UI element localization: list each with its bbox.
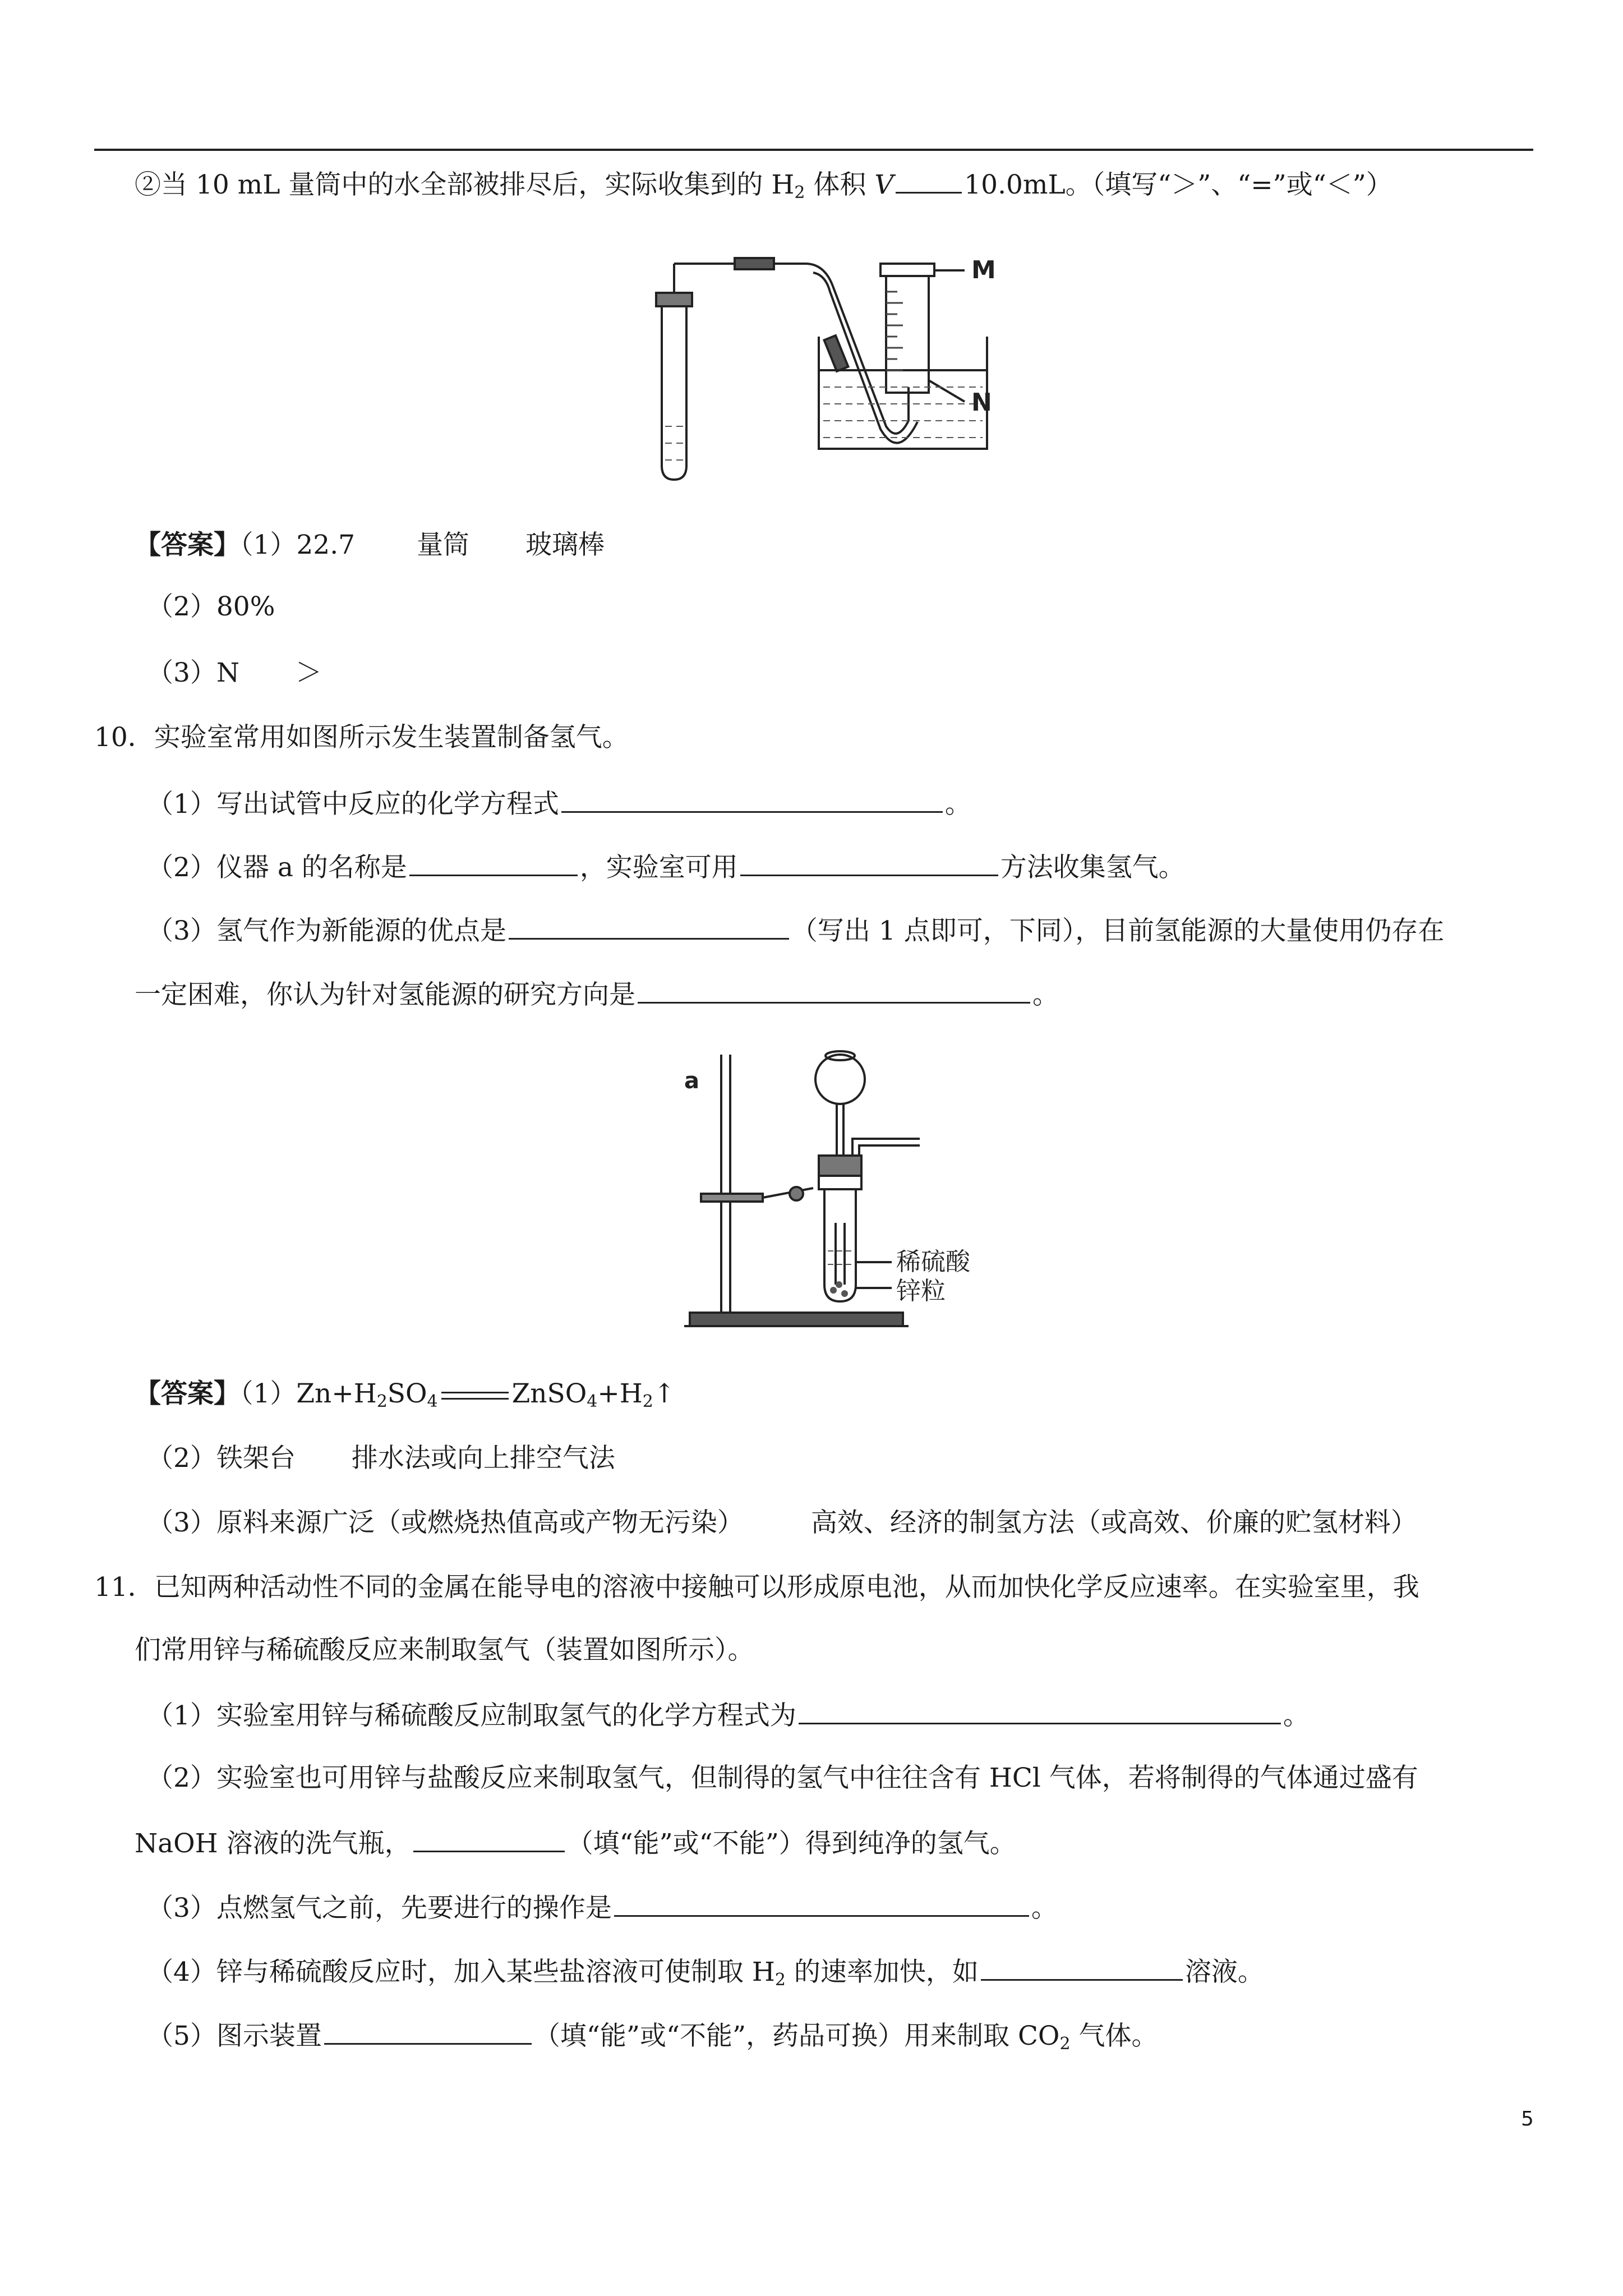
hydrogen-generator-figure	[684, 1038, 1043, 1341]
question-10-stem: 10．实验室常用如图所示发生装置制备氢气。	[94, 722, 629, 753]
gas-collection-apparatus-figure	[639, 241, 1054, 488]
equation-equals-sign	[441, 1392, 509, 1400]
q11-part4: （4）锌与稀硫酸反应时，加入某些盐溶液可使制取 $H_2$ 的速率加快，如 溶液。	[147, 1954, 1264, 1989]
q11-part2-cont: NaOH 溶液的洗气瓶， （填“能”或“不能”）得到纯净的氢气。	[135, 1826, 1016, 1861]
page-number: 5	[1521, 2108, 1534, 2131]
answer-blank[interactable]	[509, 913, 789, 940]
question-11-stem: 11．已知两种活动性不同的金属在能导电的溶液中接触可以形成原电池，从而加快化学反应速率。在实验室里，我	[94, 1572, 1419, 1603]
label-zinc-granules: 锌粒	[896, 1277, 946, 1305]
answer-blank[interactable]	[981, 1954, 1183, 1981]
question-11-stem-cont: 们常用锌与稀硫酸反应来制取氢气（装置如图所示）。	[135, 1635, 754, 1665]
answer-10-line2: （2）铁架台 排水法或向上排空气法	[147, 1443, 615, 1474]
q10-part3: （3）氢气作为新能源的优点是 （写出 1 点即可，下同），目前氢能源的大量使用仍存在	[147, 913, 1444, 948]
q11-part1: （1）实验室用锌与稀硫酸反应制取氢气的化学方程式为 。	[147, 1698, 1310, 1733]
label-m: M	[971, 256, 996, 284]
answer-10-line1: 【答案】$(1)Zn+H_2SO_4$ $ZnSO_4+H_2↑$	[135, 1378, 676, 1411]
label-a: a	[684, 1068, 699, 1094]
q9-part2: ②当 10 mL 量筒中的水全部被排尽后，实际收集到的 $H_2$ 体积 V 10.0mL。（填写“＞”、“=”或“＜”）	[135, 167, 1393, 202]
answer-9-line1: 【答案】（1）22.7 量筒 玻璃棒	[135, 530, 605, 560]
q10-part3-cont: 一定困难，你认为针对氢能源的研究方向是 。	[135, 977, 1059, 1012]
gas-arrow-icon: ↑	[653, 1378, 676, 1409]
label-n: N	[971, 388, 992, 417]
answer-10-line3: （3）原料来源广泛（或燃烧热值高或产物无污染） 高效、经济的制氢方法（或高效、价廉的贮氢材料）	[147, 1507, 1417, 1538]
answer-9-line2: （2）80%	[147, 591, 275, 622]
answer-blank[interactable]	[896, 167, 962, 194]
q11-part3: （3）点燃氢气之前，先要进行的操作是 。	[147, 1890, 1058, 1925]
header-rule	[94, 149, 1533, 151]
q11-part2: （2）实验室也可用锌与盐酸反应来制取氢气，但制得的氢气中往往含有 HCl 气体，若将制得的气体通过盛有	[147, 1763, 1418, 1793]
label-dilute-sulfuric-acid: 稀硫酸	[896, 1248, 970, 1276]
answer-blank[interactable]	[413, 1826, 565, 1852]
answer-9-line3: （3）N ＞	[147, 657, 322, 688]
answer-blank[interactable]	[799, 1698, 1281, 1724]
answer-blank[interactable]	[561, 786, 943, 813]
answer-blank[interactable]	[638, 977, 1030, 1004]
answer-blank[interactable]	[324, 2018, 532, 2045]
q11-part5: （5）图示装置 （填“能”或“不能”，药品可换）用来制取 $CO_2$ 气体。	[147, 2018, 1158, 2053]
answer-blank[interactable]	[409, 850, 578, 876]
answer-blank[interactable]	[614, 1890, 1029, 1917]
q10-part1: （1）写出试管中反应的化学方程式 。	[147, 786, 971, 821]
answer-blank[interactable]	[740, 850, 998, 876]
q10-part2: （2）仪器 a 的名称是 ，实验室可用 方法收集氢气。	[147, 850, 1185, 885]
